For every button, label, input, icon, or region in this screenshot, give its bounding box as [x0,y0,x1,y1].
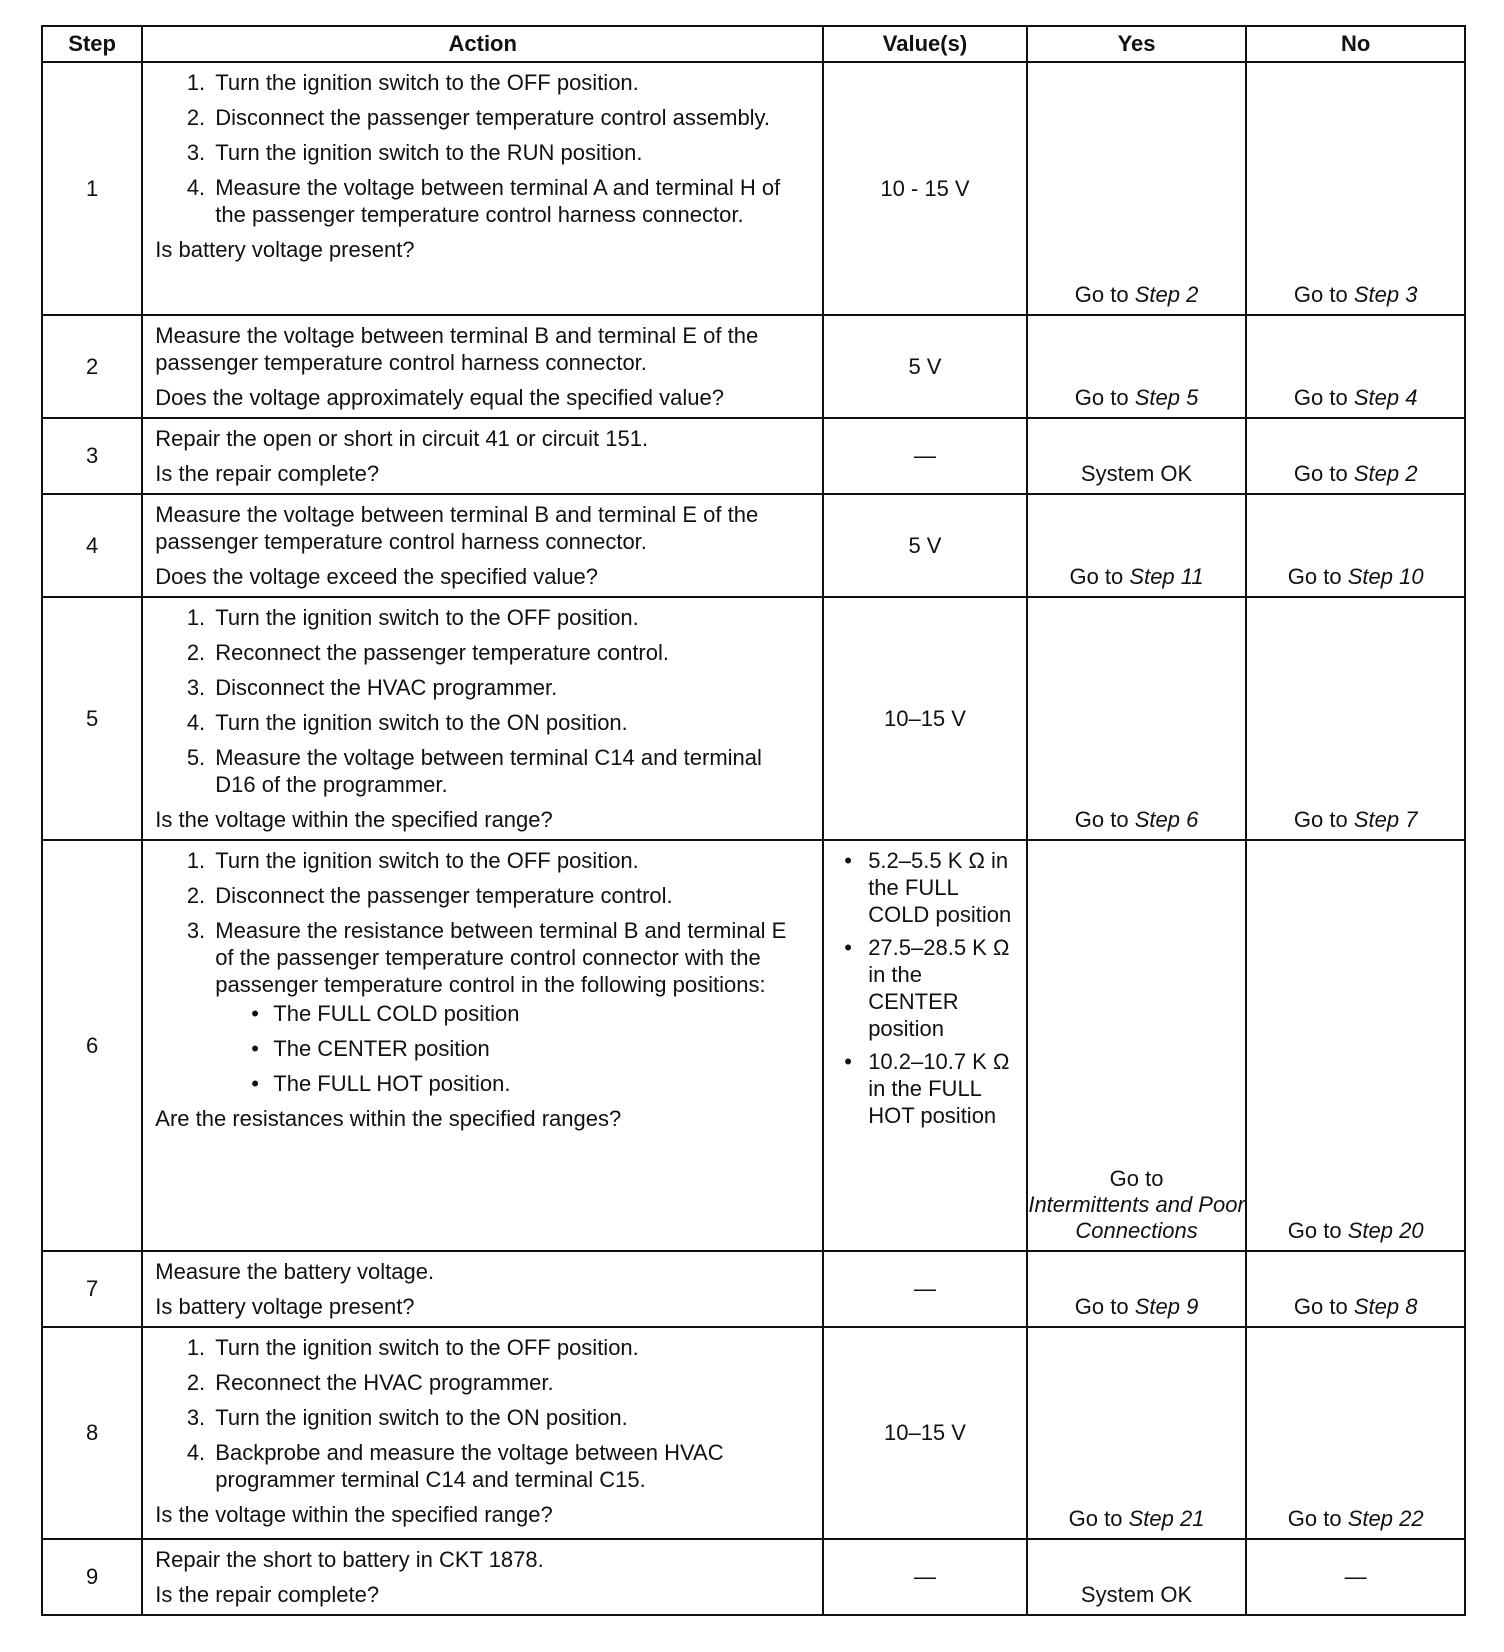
no-cell: Go to Step 8 [1246,1251,1465,1327]
yes-cell: Go to Step 6 [1027,597,1247,840]
action-step: 2. Reconnect the passenger temperature control. [211,639,808,666]
question: Is the voltage within the specified range? [155,1502,553,1527]
question: Does the voltage exceed the specified value? [155,564,599,589]
header-action: Action [142,26,823,62]
table-row [42,840,1465,1251]
yes-step-link[interactable]: Step 11 [1129,564,1204,589]
no-step-link[interactable]: Step 2 [1353,461,1418,486]
position-bullet: • The FULL COLD position [251,1000,808,1027]
action-step: 3. Disconnect the HVAC programmer. [211,674,808,701]
value-cell: 5 V [823,494,1027,597]
value-cell: 10–15 V [823,1327,1027,1539]
yes-step-link[interactable]: Intermittents and Poor Connections [1028,1192,1245,1243]
action-cell [142,62,823,315]
header-step: Step [42,26,142,62]
no-step-link[interactable]: Step 8 [1353,1294,1418,1319]
action-cell [142,315,823,418]
value-cell: — [823,1539,1027,1615]
yes-step-link[interactable]: Step 5 [1134,385,1199,410]
table-row [42,494,1465,597]
step-number: 5 [42,597,142,840]
step-number: 7 [42,1251,142,1327]
action-cell [142,1251,823,1327]
no-cell: Go to Step 10 [1246,494,1465,597]
step-number: 1 [42,62,142,315]
table-row [42,1539,1465,1615]
question: Is the repair complete? [155,1582,380,1607]
action-cell [142,840,823,1251]
action-cell [142,494,823,597]
table-row [42,62,1465,315]
action-step: 4. Measure the voltage between terminal A and terminal H of the passenger temperature control harness connector. [211,174,808,228]
action-cell [142,418,823,494]
no-cell: Go to Step 22 [1246,1327,1465,1539]
no-step-link[interactable]: Step 22 [1347,1506,1424,1531]
action-step: 5. Measure the voltage between terminal C14 and terminal D16 of the programmer. [211,744,808,798]
action-cell [142,1327,823,1539]
yes-cell: Go to Step 21 [1027,1327,1247,1539]
header-row [42,26,1465,62]
question: Is battery voltage present? [155,237,415,262]
diagnostic-table [41,25,1466,1616]
no-cell: Go to Step 20 [1246,840,1465,1251]
yes-cell: Go to Step 5 [1027,315,1247,418]
yes-step-link[interactable]: Step 6 [1134,807,1199,832]
action-text: Measure the voltage between terminal B and terminal E of the passenger temperature control harness connector. [155,323,759,375]
table-row [42,1251,1465,1327]
header-no: No [1246,26,1465,62]
action-step: 2. Reconnect the HVAC programmer. [211,1369,808,1396]
value-item: • 27.5–28.5 K Ω in the CENTER position [844,934,1018,1042]
table-row [42,315,1465,418]
value-cell: 5 V [823,315,1027,418]
question: Does the voltage approximately equal the specified value? [155,385,724,410]
no-step-link[interactable]: Step 7 [1353,807,1418,832]
step-number: 4 [42,494,142,597]
yes-cell: System OK [1027,1539,1247,1615]
step-number: 3 [42,418,142,494]
header-yes: Yes [1027,26,1247,62]
question: Is battery voltage present? [155,1294,415,1319]
yes-cell: Go to Intermittents and Poor Connections [1027,840,1247,1251]
step-number: 9 [42,1539,142,1615]
action-step: 1. Turn the ignition switch to the OFF position. [211,604,808,631]
action-cell [142,1539,823,1615]
action-cell [142,597,823,840]
action-text: Measure the voltage between terminal B and terminal E of the passenger temperature control harness connector. [155,502,759,554]
no-step-link[interactable]: Step 4 [1353,385,1418,410]
step-number: 6 [42,840,142,1251]
value-cell: — [823,1251,1027,1327]
yes-cell: Go to Step 9 [1027,1251,1247,1327]
yes-cell: Go to Step 2 [1027,62,1247,315]
question: Are the resistances within the specified ranges? [155,1106,622,1131]
action-step: 3. Turn the ignition switch to the RUN position. [211,139,808,166]
no-cell: — [1246,1539,1465,1615]
yes-step-link[interactable]: Step 21 [1128,1506,1205,1531]
action-text: Repair the open or short in circuit 41 or circuit 151. [155,426,649,451]
action-step: 3. Turn the ignition switch to the ON position. [211,1404,808,1431]
table-row [42,418,1465,494]
yes-cell: System OK [1027,418,1247,494]
value-item: • 5.2–5.5 K Ω in the FULL COLD position [844,847,1018,928]
step-number: 2 [42,315,142,418]
yes-cell: Go to Step 11 [1027,494,1247,597]
no-cell: Go to Step 7 [1246,597,1465,840]
position-bullet: • The FULL HOT position. [251,1070,808,1097]
action-text: Measure the battery voltage. [155,1259,435,1284]
action-step: 1. Turn the ignition switch to the OFF position. [211,69,808,96]
value-cell: 10–15 V [823,597,1027,840]
yes-step-link[interactable]: Step 2 [1134,282,1199,307]
position-bullet: • The CENTER position [251,1035,808,1062]
action-step: 1. Turn the ignition switch to the OFF position. [211,1334,808,1361]
action-step: 1. Turn the ignition switch to the OFF position. [211,847,808,874]
no-cell: Go to Step 4 [1246,315,1465,418]
no-cell: Go to Step 3 [1246,62,1465,315]
table-row [42,597,1465,840]
value-item: • 10.2–10.7 K Ω in the FULL HOT position [844,1048,1018,1129]
no-cell: Go to Step 2 [1246,418,1465,494]
question: Is the repair complete? [155,461,380,486]
value-cell: — [823,418,1027,494]
question: Is the voltage within the specified range? [155,807,553,832]
no-step-link[interactable]: Step 10 [1347,564,1424,589]
no-step-link[interactable]: Step 20 [1347,1218,1424,1243]
table-row [42,1327,1465,1539]
action-step: 2. Disconnect the passenger temperature control. [211,882,808,909]
no-step-link[interactable]: Step 3 [1353,282,1418,307]
value-cell: 10 - 15 V [823,62,1027,315]
action-step: 4. Turn the ignition switch to the ON position. [211,709,808,736]
action-step: 4. Backprobe and measure the voltage between HVAC programmer terminal C14 and terminal C15. [211,1439,808,1493]
action-step: 2. Disconnect the passenger temperature control assembly. [211,104,808,131]
step-number: 8 [42,1327,142,1539]
yes-step-link[interactable]: Step 9 [1134,1294,1199,1319]
header-values: Value(s) [823,26,1027,62]
value-cell [823,840,1027,1251]
action-text: Repair the short to battery in CKT 1878. [155,1547,544,1572]
action-step: 3. Measure the resistance between terminal B and terminal E of the passenger temperature control connector with the passenger temperature control in the following positions: • The FULL COLD position • The CENTER position • The FULL HOT position. [211,917,808,1097]
